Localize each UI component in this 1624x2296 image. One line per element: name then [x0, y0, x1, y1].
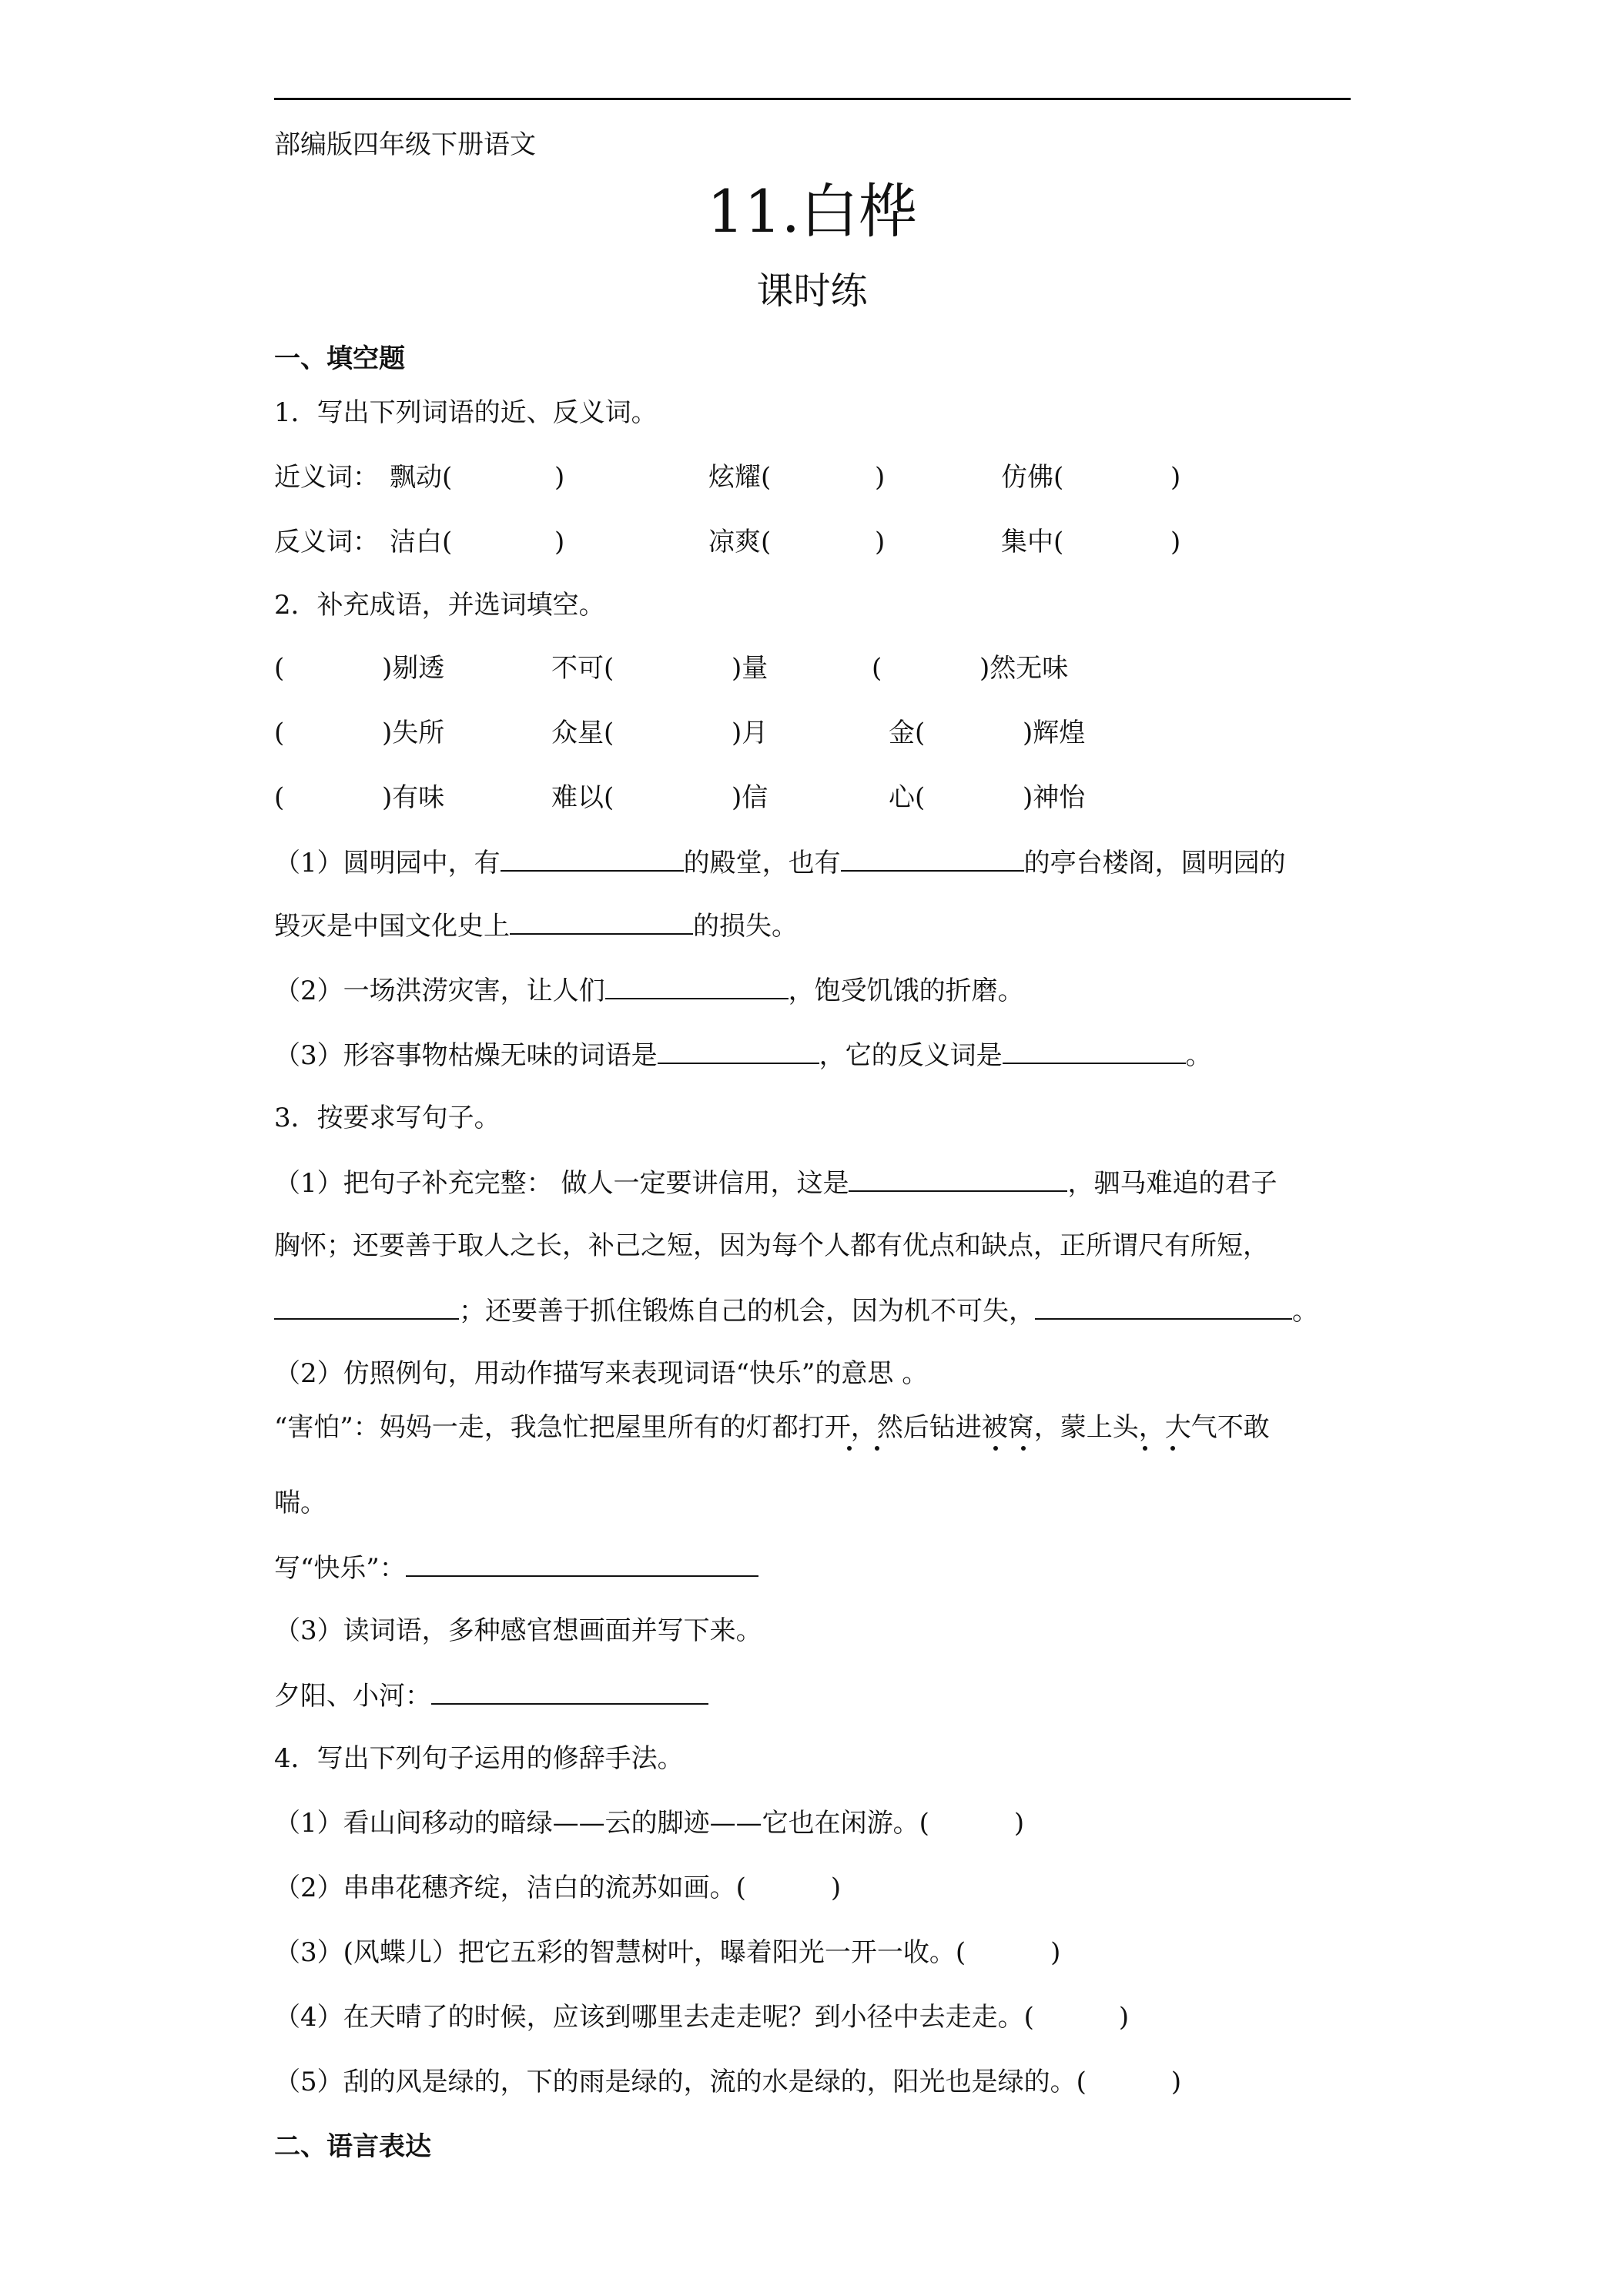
fill-1-text-e: 的损失。	[693, 911, 798, 942]
antonym-word-3: 集中(	[1001, 527, 1064, 557]
q3-sentence-1-cont: 胸怀；还要善于取人之长，补己之短，因为每个人都有优点和缺点，正所谓尺有所短，	[274, 1230, 1269, 1261]
q3-prompt: 3．按要求写句子。	[274, 1103, 501, 1133]
q4-item-3-close: )	[1050, 1937, 1061, 1968]
q4-item-4-text: （4）在天晴了的时候，应该到哪里去走走呢？到小径中去走走。(	[274, 2002, 1034, 2033]
answer-blank[interactable]	[501, 847, 684, 872]
fill-2-text-a: （2）一场洪涝灾害，让人们	[274, 976, 605, 1006]
answer-blank[interactable]	[406, 1552, 758, 1577]
sunset-river-line	[274, 1680, 708, 1712]
q4-item-2-close: )	[830, 1873, 842, 1903]
fill-sentence-2	[274, 975, 1024, 1006]
answer-blank[interactable]	[605, 975, 789, 999]
emphasis-dot	[1021, 1446, 1026, 1451]
q3-sentence-3: （3）读词语，多种感官想画面并写下来。	[274, 1615, 762, 1646]
page-subtitle: 课时练	[756, 269, 868, 313]
q3-s1-e: 。	[1292, 1296, 1318, 1327]
idiom-3-3: )神怡	[1023, 782, 1086, 813]
antonym-close-3: )	[1170, 527, 1181, 557]
q4-item-3-text: （3）(风蝶儿）把它五彩的智慧树叶，曝着阳光一开一收。(	[274, 1937, 966, 1968]
q4-item-1	[274, 1808, 1024, 1839]
answer-blank[interactable]	[849, 1167, 1067, 1192]
idiom-open-1-3: (	[872, 653, 882, 684]
q4-item-3	[274, 1937, 1060, 1968]
idiom-1-2: )量	[732, 653, 768, 684]
emphasis-dot	[875, 1446, 879, 1451]
answer-blank[interactable]	[658, 1039, 819, 1064]
idiom-open-2-1: (	[274, 718, 285, 748]
fill-1-text-d: 毁灭是中国文化史上	[274, 911, 510, 942]
idiom-open-1-1: (	[274, 653, 285, 684]
q3-sentence-2: （2）仿照例句，用动作描写来表现词语“快乐”的意思 。	[274, 1358, 929, 1389]
answer-blank[interactable]	[274, 1295, 459, 1320]
q3-s1-a: （1）把句子补充完整： 做人一定要讲信用，这是	[274, 1168, 849, 1199]
q4-item-2	[274, 1873, 841, 1903]
example-sentence-cont: 喘。	[274, 1488, 326, 1518]
fill-1-text-c: 的亭台楼阁，圆明园的	[1023, 848, 1286, 879]
idiom-3-2-start: 难以(	[551, 782, 614, 813]
answer-blank[interactable]	[1035, 1295, 1292, 1320]
write-happy-label: 写“快乐”：	[274, 1553, 406, 1584]
answer-blank[interactable]	[1003, 1039, 1186, 1064]
answer-blank[interactable]	[431, 1680, 708, 1705]
antonyms-label: 反义词：	[274, 527, 379, 557]
q2-prompt: 2．补充成语，并选词填空。	[274, 590, 605, 621]
q4-item-4-close: )	[1118, 2002, 1130, 2033]
emphasis-dot	[847, 1446, 852, 1451]
idiom-1-1: )剔透	[382, 653, 445, 684]
synonyms-label: 近义词：	[274, 462, 379, 493]
q4-item-5-close: )	[1170, 2067, 1182, 2097]
q4-item-1-text: （1）看山间移动的暗绿——云的脚迹——它也在闲游。(	[274, 1808, 929, 1839]
q3-s1-b: ，驷马难追的君子	[1067, 1168, 1277, 1199]
idiom-3-2: )信	[732, 782, 768, 813]
idiom-3-1: )有味	[382, 782, 445, 813]
idiom-2-2: )月	[732, 718, 768, 748]
antonym-close-2: )	[875, 527, 886, 557]
idiom-1-2-start: 不可(	[551, 653, 614, 684]
emphasis-dot	[1143, 1446, 1147, 1451]
fill-1-text-a: （1）圆明园中，有	[274, 848, 501, 879]
idiom-open-3-1: (	[274, 782, 285, 813]
idiom-3-3-start: 心(	[889, 782, 926, 813]
q4-item-1-close: )	[1013, 1808, 1025, 1839]
emphasis-dot	[1170, 1446, 1175, 1451]
q4-prompt: 4．写出下列句子运用的修辞手法。	[274, 1743, 684, 1774]
answer-blank[interactable]	[841, 847, 1024, 872]
header-rule	[274, 98, 1351, 100]
antonym-word-1: 洁白(	[390, 527, 453, 557]
example-sentence: “害怕”：妈妈一走，我急忙把屋里所有的灯都打开，然后钻进被窝，蒙上头，大气不敢	[274, 1412, 1270, 1443]
write-happy-line	[274, 1552, 758, 1584]
q3-sentence-1	[274, 1167, 1277, 1199]
synonym-close-3: )	[1170, 462, 1181, 493]
q1-prompt: 1．写出下列词语的近、反义词。	[274, 397, 658, 428]
page-title: 11.白桦	[707, 177, 917, 246]
fill-3-text-b: ，它的反义词是	[819, 1040, 1003, 1071]
q3-sentence-1-cont-2	[274, 1295, 1318, 1327]
section-heading-language-expression: 二、语言表达	[274, 2131, 431, 2162]
section-heading-fill-in: 一、填空题	[274, 343, 405, 374]
q4-item-2-text: （2）串串花穗齐绽，洁白的流苏如画。(	[274, 1873, 746, 1903]
sunset-river-label: 夕阳、小河：	[274, 1681, 431, 1712]
antonym-word-2: 凉爽(	[708, 527, 772, 557]
synonym-word-3: 仿佛(	[1001, 462, 1064, 493]
q4-item-4	[274, 2002, 1129, 2033]
fill-sentence-3	[274, 1039, 1212, 1071]
synonym-word-1: 飘动(	[390, 462, 453, 493]
fill-sentence-1	[274, 847, 1286, 879]
header-label: 部编版四年级下册语文	[274, 129, 536, 160]
idiom-2-3-start: 金(	[889, 718, 926, 748]
fill-1-text-b: 的殿堂，也有	[683, 848, 841, 879]
antonym-close-1: )	[554, 527, 565, 557]
idiom-1-3: )然无味	[979, 653, 1069, 684]
answer-blank[interactable]	[510, 910, 693, 935]
q3-s1-d: ；还要善于抓住锻炼自己的机会，因为机不可失，	[459, 1296, 1035, 1327]
idiom-2-1: )失所	[382, 718, 445, 748]
emphasis-dot	[993, 1446, 998, 1451]
fill-sentence-1-cont	[274, 910, 798, 942]
fill-3-text-a: （3）形容事物枯燥无味的词语是	[274, 1040, 658, 1071]
idiom-2-2-start: 众星(	[551, 718, 614, 748]
q4-item-5-text: （5）刮的风是绿的，下的雨是绿的，流的水是绿的，阳光也是绿的。(	[274, 2067, 1087, 2097]
fill-2-text-b: ，饱受饥饿的折磨。	[788, 976, 1024, 1006]
synonym-close-1: )	[554, 462, 565, 493]
synonym-close-2: )	[875, 462, 886, 493]
fill-3-text-c: 。	[1185, 1040, 1212, 1071]
idiom-2-3: )辉煌	[1023, 718, 1086, 748]
q4-item-5	[274, 2067, 1181, 2097]
synonym-word-2: 炫耀(	[708, 462, 772, 493]
